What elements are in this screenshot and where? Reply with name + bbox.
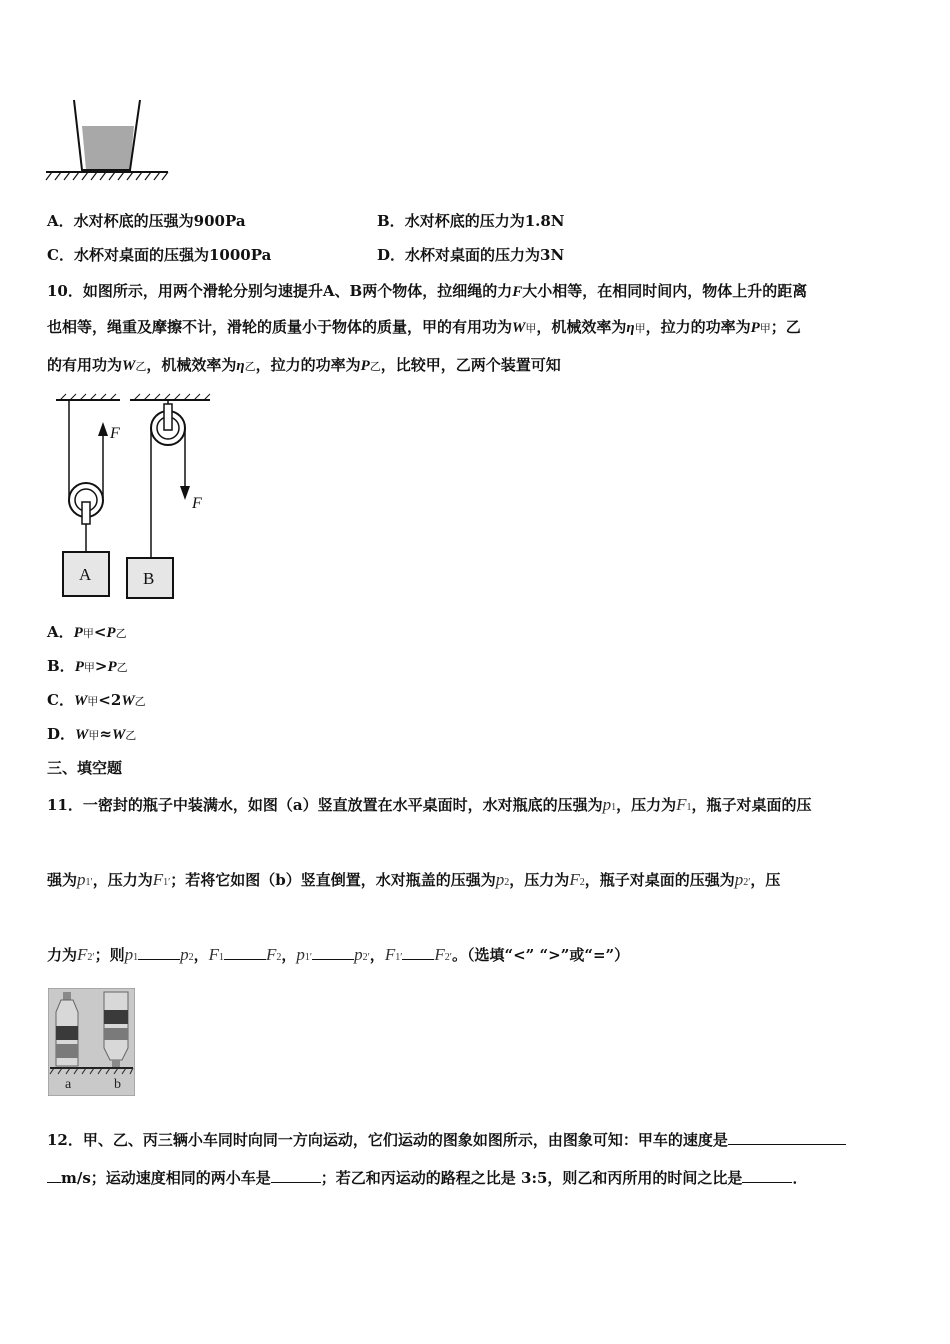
sym-sub: 2 [276, 952, 282, 963]
text: ，压力为 [509, 871, 570, 889]
text: ，压力为 [92, 871, 153, 889]
sym-sub: 2 [444, 952, 450, 963]
sym-sub: 2 [504, 877, 510, 888]
text: m/s；运动速度相同的两小车是 [61, 1169, 271, 1187]
symbol-p2 [180, 945, 194, 964]
symbol-eta: η [626, 320, 635, 336]
arrow-up-icon [98, 422, 108, 436]
cup-on-table-figure [44, 96, 170, 182]
subscript: 乙 [244, 360, 256, 373]
answer-blank[interactable] [728, 1130, 846, 1145]
subscript: 甲 [82, 627, 94, 640]
answer-blank[interactable] [271, 1168, 321, 1183]
q9-option-b [377, 211, 565, 231]
sym-prime: ′ [309, 952, 313, 963]
sym-sub: 2 [579, 877, 585, 888]
symbol-F: F [512, 284, 523, 300]
sym: p [124, 945, 134, 964]
text: ，比较甲，乙两个装置可知 [380, 356, 561, 374]
text: 也相等，绳重及摩擦不计，滑轮的质量小于物体的质量，甲的有用功为 [47, 318, 513, 336]
symbol-F1 [209, 945, 224, 964]
sym: p [602, 795, 612, 814]
text: ． [792, 1169, 808, 1187]
sym: p [180, 945, 189, 964]
symbol-F2 [569, 870, 584, 889]
sym: F [208, 945, 220, 964]
subscript: 乙 [369, 360, 381, 373]
section-heading: 三、填空题 [47, 759, 123, 777]
symbol-eta: η [236, 358, 245, 374]
symbol-p2-prime [735, 870, 751, 889]
q9-option-a [47, 211, 246, 231]
sym: F [152, 870, 164, 889]
q10-line-1 [47, 281, 807, 302]
option-text: 水对杯底的压力为1.8N [404, 212, 565, 230]
sym: F [384, 945, 396, 964]
sym-prime: ′ [449, 952, 452, 963]
sym: F [569, 870, 580, 889]
sym-sub: 1 [395, 952, 401, 963]
label-F: F [110, 425, 120, 442]
sym-sub: 1 [611, 802, 617, 813]
symbol-F1-prime [153, 870, 171, 889]
q12-line-1 [47, 1130, 846, 1150]
q10-line-3 [47, 355, 561, 377]
subscript: 甲 [87, 695, 99, 708]
answer-blank[interactable] [47, 1168, 61, 1183]
answer-blank[interactable] [138, 945, 180, 960]
text: 11．一密封的瓶子中装满水，如图（a）竖直放置在水平桌面时，水对瓶底的压强为 [47, 796, 603, 814]
sym: p [354, 945, 363, 964]
subscript: 乙 [134, 695, 146, 708]
option-text: 水杯对桌面的压强为1000Pa [73, 246, 272, 264]
label-a: a [65, 1077, 72, 1092]
answer-blank[interactable] [312, 945, 354, 960]
text: ；若乙和丙运动的路程之比是 3:5，则乙和丙所用的时间之比是 [320, 1169, 743, 1187]
text: ，瓶子对桌面的压强为 [584, 871, 735, 889]
symbol-p1-prime [296, 945, 312, 964]
subscript: 甲 [759, 322, 771, 335]
q11-line-2 [47, 870, 780, 893]
symbol-p2 [496, 870, 510, 889]
rhs: W [121, 693, 135, 709]
subscript: 甲 [525, 322, 537, 335]
sym-prime: ′ [367, 952, 370, 963]
sym-sub: 1 [133, 952, 139, 963]
answer-blank[interactable] [402, 945, 434, 960]
operator: > [94, 657, 108, 675]
sym: F [434, 945, 445, 964]
option-letter: C． [47, 691, 74, 709]
subscript: 乙 [115, 627, 127, 640]
option-letter: D． [47, 725, 76, 743]
symbol-W: W [122, 358, 136, 374]
text: ，机械效率为 [536, 318, 627, 336]
text: 力为 [47, 946, 78, 964]
text: ， [281, 946, 297, 964]
rhs: P [106, 625, 116, 641]
sym: F [266, 945, 277, 964]
sym-prime: ′ [90, 877, 93, 888]
subscript: 乙 [116, 661, 128, 674]
pulley-figure [50, 390, 220, 602]
sym-sub: 2 [362, 952, 368, 963]
text: 10．如图所示，用两个滑轮分别匀速提升A、B两个物体，拉细绳的力 [47, 282, 513, 300]
q10-line-2 [47, 317, 801, 339]
q9-option-d [377, 245, 564, 265]
subscript: 甲 [88, 729, 100, 742]
sym: p [296, 945, 305, 964]
symbol-P: P [750, 320, 760, 336]
q9-option-c [47, 245, 271, 265]
option-letter: C． [47, 246, 74, 264]
subscript: 乙 [125, 729, 137, 742]
option-text: 水对杯底的压强为900Pa [73, 212, 246, 230]
option-letter: D． [377, 246, 406, 264]
lhs: P [73, 625, 83, 641]
text: ， [193, 946, 209, 964]
answer-blank[interactable] [224, 945, 266, 960]
option-letter: A． [47, 212, 74, 230]
q11-line-3 [47, 945, 629, 968]
q12-line-2 [47, 1168, 807, 1188]
text: ；则 [94, 946, 125, 964]
operator: ≈ [99, 725, 112, 743]
text: 的有用功为 [47, 356, 123, 374]
text: ；乙 [770, 318, 801, 336]
text: ；若将它如图（b）竖直倒置，水对瓶盖的压强为 [170, 871, 496, 889]
text: 强为 [47, 871, 78, 889]
text: 12．甲、乙、丙三辆小车同时向同一方向运动，它们运动的图象如图所示，由图象可知：甲车的速度是 [47, 1131, 728, 1149]
symbol-W: W [512, 320, 526, 336]
sym-sub: 1 [163, 877, 169, 888]
sym-prime: ′ [400, 952, 403, 963]
label-A: A [79, 565, 92, 584]
option-letter: A． [47, 623, 74, 641]
symbol-F1-prime [385, 945, 403, 964]
sym: p [734, 870, 744, 889]
operator: < [93, 623, 107, 641]
sym-sub: 1 [219, 952, 225, 963]
lhs: P [74, 659, 84, 675]
text: ，拉力的功率为 [255, 356, 361, 374]
q10-option-d [47, 724, 136, 746]
bottles-photo [48, 988, 135, 1096]
sym-sub: 2 [87, 952, 93, 963]
q10-option-a [47, 622, 127, 644]
symbol-F1 [676, 795, 691, 814]
symbol-p2-prime [354, 945, 370, 964]
rhs: W [111, 727, 126, 743]
sym-prime: ′ [92, 952, 95, 963]
q10-option-b [47, 656, 128, 678]
symbol-F2 [266, 945, 281, 964]
symbol-F2-prime [77, 945, 95, 964]
sym-prime: ′ [748, 877, 751, 888]
sym-prime: ′ [168, 877, 171, 888]
sym: F [77, 945, 88, 964]
sym: F [676, 795, 687, 814]
text: 大小相等，在相同时间内，物体上升的距离 [522, 282, 808, 300]
arrow-down-icon [180, 486, 190, 500]
text: ，机械效率为 [146, 356, 237, 374]
q11-line-1 [47, 795, 812, 818]
text: ，压力为 [616, 796, 677, 814]
sym-sub: 1 [85, 877, 91, 888]
sym-sub: 2 [743, 877, 749, 888]
symbol-P: P [360, 358, 370, 374]
text: 。（选填“<” “>”或“=”） [451, 946, 630, 964]
q10-option-c [47, 690, 146, 712]
subscript: 甲 [83, 661, 95, 674]
sym-sub: 2 [188, 952, 194, 963]
sym-sub: 1 [686, 802, 692, 813]
label-b: b [114, 1077, 121, 1092]
text: ，瓶子对桌面的压 [691, 796, 812, 814]
option-letter: B． [377, 212, 405, 230]
operator: <2 [98, 691, 122, 709]
rhs: P [107, 659, 117, 675]
option-letter: B． [47, 657, 75, 675]
subscript: 甲 [634, 322, 646, 335]
text: ，拉力的功率为 [645, 318, 751, 336]
sym: p [77, 870, 86, 889]
label-F: F [192, 495, 202, 512]
sym-sub: 1 [304, 952, 310, 963]
symbol-p1 [125, 945, 139, 964]
lhs: W [73, 693, 88, 709]
option-text: 水杯对桌面的压力为3N [405, 246, 565, 264]
lhs: W [75, 727, 89, 743]
symbol-F2-prime [434, 945, 452, 964]
label-B: B [143, 569, 155, 588]
sym: p [495, 870, 505, 889]
text: ， [369, 946, 385, 964]
text: ，压 [750, 871, 781, 889]
subscript: 乙 [135, 360, 147, 373]
symbol-p1 [603, 795, 617, 814]
answer-blank[interactable] [742, 1168, 792, 1183]
symbol-p1-prime [77, 870, 93, 889]
